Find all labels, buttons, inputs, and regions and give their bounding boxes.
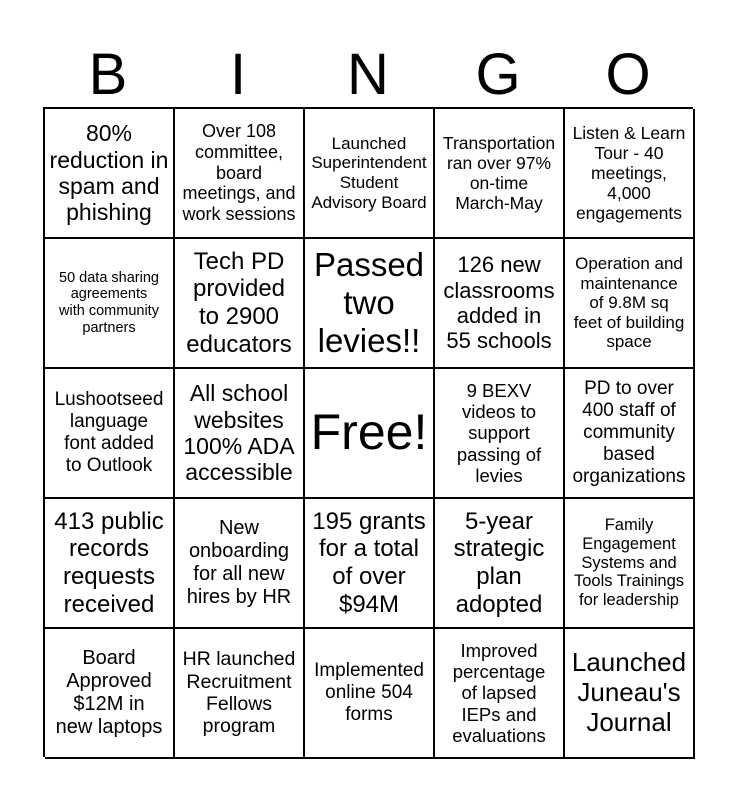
bingo-cell[interactable]: Transportation ran over 97% on-time March-May	[435, 109, 565, 239]
bingo-cell[interactable]: Launched Superintendent Student Advisory Board	[305, 109, 435, 239]
bingo-cell[interactable]: Operation and maintenance of 9.8M sq feet of building space	[565, 239, 695, 369]
bingo-cell[interactable]: 80% reduction in spam and phishing	[45, 109, 175, 239]
header-letter: O	[605, 42, 651, 107]
bingo-cell[interactable]: 126 new classrooms added in 55 schools	[435, 239, 565, 369]
bingo-cell[interactable]: Over 108 committee, board meetings, and work sessions	[175, 109, 305, 239]
bingo-cell[interactable]: 50 data sharing agreements with community partners	[45, 239, 175, 369]
bingo-cell[interactable]: Family Engagement Systems and Tools Trainings for leadership	[565, 499, 695, 629]
bingo-cell[interactable]: 413 public records requests received	[45, 499, 175, 629]
bingo-cell[interactable]: 5-year strategic plan adopted	[435, 499, 565, 629]
bingo-cell[interactable]: 195 grants for a total of over $94M	[305, 499, 435, 629]
bingo-cell[interactable]: Improved percentage of lapsed IEPs and evaluations	[435, 629, 565, 759]
bingo-cell[interactable]: Implemented online 504 forms	[305, 629, 435, 759]
bingo-cell[interactable]: Listen & Learn Tour - 40 meetings, 4,000 engagements	[565, 109, 695, 239]
header-letter: I	[229, 42, 247, 107]
bingo-cell[interactable]: Lushootseed language font added to Outlook	[45, 369, 175, 499]
header-letter: B	[88, 42, 128, 107]
bingo-header	[43, 42, 693, 108]
bingo-cell[interactable]: 9 BEXV videos to support passing of levies	[435, 369, 565, 499]
header-letter: N	[347, 42, 389, 107]
bingo-cell[interactable]: Passed two levies!!	[305, 239, 435, 369]
free-space-cell[interactable]: Free!	[305, 369, 435, 499]
bingo-cell[interactable]: All school websites 100% ADA accessible	[175, 369, 305, 499]
bingo-cell[interactable]: Tech PD provided to 2900 educators	[175, 239, 305, 369]
bingo-cell[interactable]: Board Approved $12M in new laptops	[45, 629, 175, 759]
bingo-grid	[43, 107, 693, 757]
bingo-cell[interactable]: HR launched Recruitment Fellows program	[175, 629, 305, 759]
bingo-cell[interactable]: New onboarding for all new hires by HR	[175, 499, 305, 629]
header-letter: G	[475, 42, 521, 107]
bingo-cell[interactable]: PD to over 400 staff of community based organizations	[565, 369, 695, 499]
bingo-cell[interactable]: Launched Juneau's Journal	[565, 629, 695, 759]
